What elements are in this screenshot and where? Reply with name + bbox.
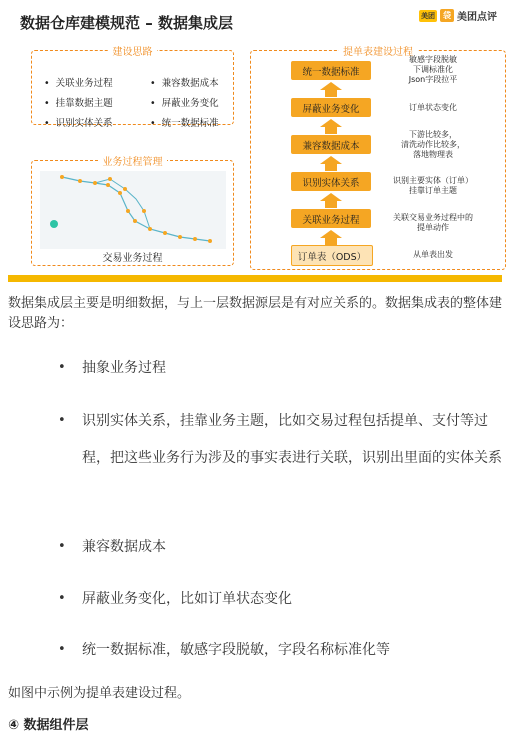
process-node xyxy=(133,219,137,223)
ideas-panel xyxy=(31,47,234,129)
intro-paragraph: 数据集成层主要是明细数据，与上一层数据源层是有对应关系的。数据集成表的整体建设思路为： xyxy=(8,296,503,331)
process-node xyxy=(60,175,64,179)
bullet-mark: • xyxy=(58,642,66,657)
note-link: 关联交易业务过程中的 提单动作 xyxy=(393,213,473,232)
figure-title: 数据仓库建模规范 – 数据集成层 xyxy=(20,14,233,32)
process-node xyxy=(108,177,112,181)
arrow-stem xyxy=(325,164,337,171)
up-arrow-icon xyxy=(320,119,342,127)
step-link-process: 关联业务过程 xyxy=(291,209,371,228)
arrow-stem xyxy=(325,238,337,245)
bullet-mark: • xyxy=(58,360,66,375)
note-entity: 识别主要实体（订单） 挂靠订单主题 xyxy=(393,176,473,195)
idea-item: • 统一数据标准 xyxy=(150,115,246,129)
arrow-stem xyxy=(325,127,337,134)
note-shield: 订单状态变化 xyxy=(409,103,457,112)
process-node xyxy=(93,181,97,185)
bullet-mark: • xyxy=(58,591,66,606)
bullet-item: 统一数据标准，敏感字段脱敏，字段名称标准化等 xyxy=(82,642,390,658)
process-node xyxy=(123,187,127,191)
up-arrow-icon xyxy=(320,156,342,164)
bullet-mark: • xyxy=(58,539,66,554)
process-node xyxy=(193,237,197,241)
process-node xyxy=(126,209,130,213)
arrow-stem xyxy=(325,90,337,97)
process-caption: 交易业务过程 xyxy=(102,253,163,264)
bullet-mark: • xyxy=(58,413,66,428)
idea-item: • 屏蔽业务变化 xyxy=(150,95,246,109)
arrow-stem xyxy=(325,201,337,208)
up-arrow-icon xyxy=(320,193,342,201)
step-compatible-cost: 兼容数据成本 xyxy=(291,135,371,154)
idea-item: • 挂靠数据主题 xyxy=(44,95,150,109)
process-node xyxy=(118,191,122,195)
process-node xyxy=(106,183,110,187)
process-node xyxy=(142,209,146,213)
example-note: 如图中示例为提单表建设过程。 xyxy=(8,686,191,701)
bullet-item: 抽象业务过程 xyxy=(82,360,166,376)
step-order-table: 订单表（ODS） xyxy=(291,245,373,266)
step-identify-entity: 识别实体关系 xyxy=(291,172,371,191)
bullet-item: 兼容数据成本 xyxy=(82,539,166,555)
up-arrow-icon xyxy=(320,82,342,90)
note-unify: 敏感字段脱敏 下调标准化 Json字段拉平 xyxy=(408,55,458,84)
process-panel xyxy=(31,157,234,266)
idea-item: • 关联业务过程 xyxy=(44,75,150,89)
section-heading: ④ 数据组件层 xyxy=(8,718,89,733)
bullet-item: 屏蔽业务变化，比如订单状态变化 xyxy=(82,591,292,607)
process-node xyxy=(148,227,152,231)
note-compatible: 下游比较多， 清洗动作比较多， 落地物理表 xyxy=(401,130,465,159)
kangaroo-icon: 袋 xyxy=(440,9,454,22)
note-order: 从单表出发 xyxy=(413,250,453,259)
process-node xyxy=(163,231,167,235)
diagram-bg xyxy=(40,171,226,249)
process-node xyxy=(78,179,82,183)
idea-item: • 兼容数据成本 xyxy=(150,75,246,89)
idea-item: • 识别实体关系 xyxy=(44,115,150,129)
bullet-item: 识别实体关系，挂靠业务主题，比如交易过程包括提单、支付等过程，把这些业务行为涉及的事实表进行关联，识别出里面的实体关系 xyxy=(82,413,502,466)
brand-badge: 美团 xyxy=(421,11,435,20)
start-node xyxy=(50,220,58,228)
process-node xyxy=(208,239,212,243)
build-panel-title: 提单表建设过程 xyxy=(339,43,417,58)
brand-logo xyxy=(419,8,497,23)
process-node xyxy=(178,235,182,239)
process-flow-diagram xyxy=(40,171,226,249)
ideas-list xyxy=(32,51,233,129)
ideas-panel-title: 建设思路 xyxy=(109,43,157,58)
figure-bottom-bar xyxy=(8,275,502,282)
up-arrow-icon xyxy=(320,230,342,238)
brand-name: 美团点评 xyxy=(457,12,497,23)
architecture-figure xyxy=(0,0,510,283)
step-shield-change: 屏蔽业务变化 xyxy=(291,98,371,117)
process-panel-title: 业务过程管理 xyxy=(99,153,167,168)
step-unify-standard: 统一数据标准 xyxy=(291,61,371,80)
